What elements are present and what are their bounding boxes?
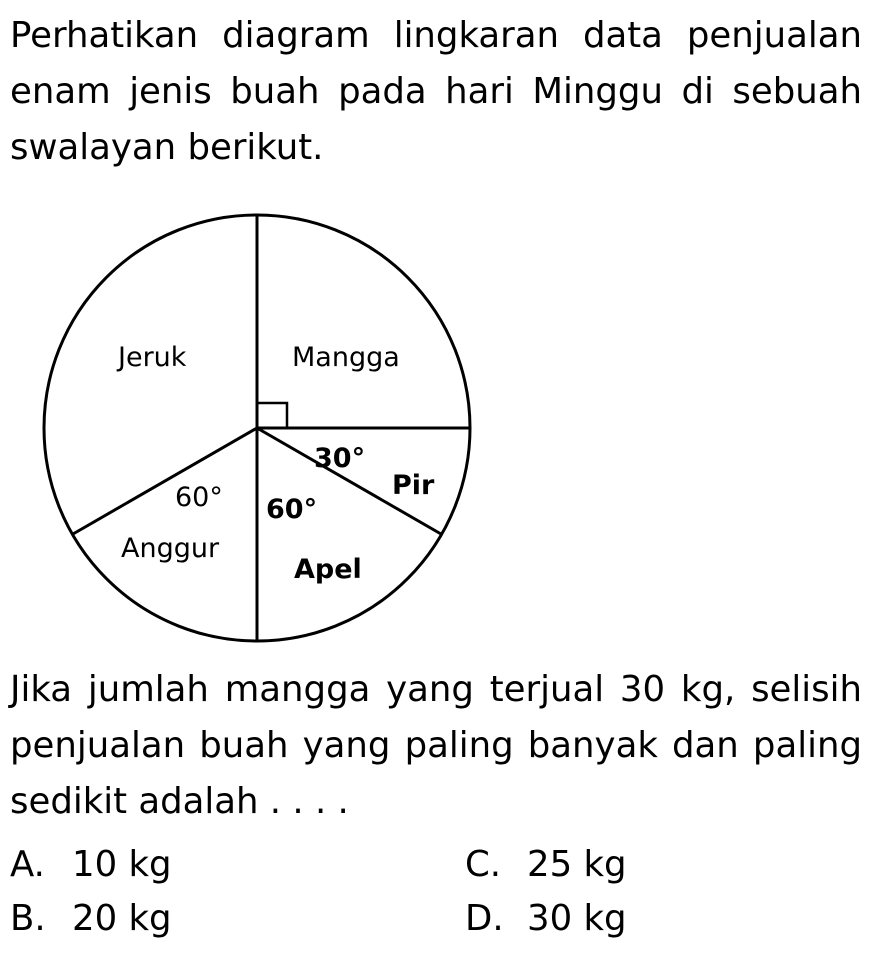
label-mangga: Mangga: [292, 342, 400, 373]
angle-anggur: 60°: [175, 482, 223, 513]
label-anggur: Anggur: [121, 533, 220, 564]
divider-lower-left: [73, 428, 257, 534]
option-letter: C.: [465, 844, 502, 885]
option-value: 20 kg: [72, 898, 172, 939]
question-intro: Perhatikan diagram lingkaran data penjualan enam jenis buah pada hari Minggu di sebuah swalayan berikut.: [10, 15, 862, 168]
right-angle-marker: [257, 403, 287, 428]
angle-pir: 30°: [314, 443, 366, 474]
option-c[interactable]: [465, 840, 627, 890]
label-apel: Apel: [294, 554, 362, 585]
option-letter: A.: [10, 844, 45, 885]
option-a[interactable]: [10, 840, 172, 890]
angle-apel: 60°: [266, 494, 318, 525]
option-letter: D.: [465, 898, 504, 939]
label-jeruk: Jeruk: [118, 342, 187, 373]
question-text: Jika jumlah mangga yang terjual 30 kg, selisih penjualan buah yang paling banyak dan paling sedikit adalah . . . .: [10, 669, 862, 822]
option-d[interactable]: [465, 894, 627, 944]
label-pir: Pir: [392, 470, 435, 501]
option-value: 25 kg: [527, 844, 627, 885]
option-value: 30 kg: [527, 898, 627, 939]
option-letter: B.: [10, 898, 46, 939]
option-value: 10 kg: [72, 844, 172, 885]
option-b[interactable]: [10, 894, 172, 944]
